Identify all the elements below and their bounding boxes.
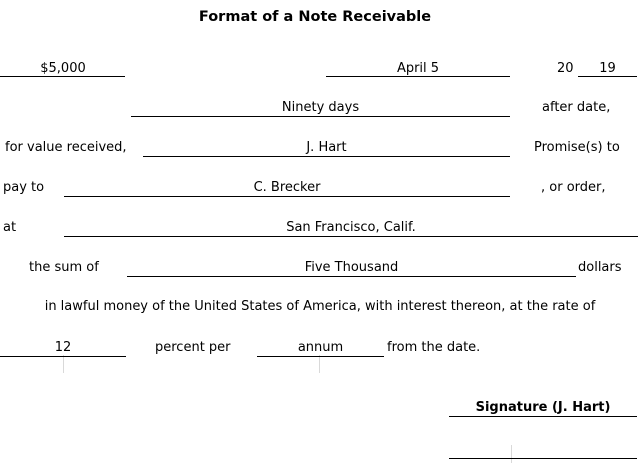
gridline [319, 355, 320, 373]
payee-line [64, 196, 510, 197]
for-value-label: for value received, [5, 140, 127, 155]
from-date-label: from the date. [387, 340, 481, 355]
signature-label: Signature (J. Hart) [475, 400, 611, 415]
bottom-line [449, 458, 637, 459]
date-line [326, 76, 510, 77]
note-date: April 5 [396, 61, 440, 76]
year-line [578, 76, 637, 77]
location-line [64, 236, 638, 237]
note-amount: $5,000 [40, 61, 86, 76]
gridline [511, 445, 512, 463]
period-line [257, 356, 384, 357]
location-value: San Francisco, Calif. [286, 220, 416, 235]
year-suffix: 19 [599, 61, 616, 76]
percent-per-label: percent per [155, 340, 231, 355]
payee-name: C. Brecker [253, 180, 321, 195]
term-line [131, 116, 510, 117]
after-date-label: after date, [542, 100, 611, 115]
sum-of-label: the sum of [29, 260, 99, 275]
maker-name: J. Hart [306, 140, 347, 155]
rate-line [0, 356, 126, 357]
at-label: at [3, 220, 17, 235]
pay-to-label: pay to [3, 180, 45, 195]
sum-words: Five Thousand [304, 260, 399, 275]
year-prefix: 20 [557, 61, 574, 76]
or-order-label: , or order, [541, 180, 606, 195]
interest-rate: 12 [54, 340, 72, 355]
lawful-money-text: in lawful money of the United States of America, with interest thereon, at the rate of [44, 299, 596, 314]
maker-line [143, 156, 510, 157]
sum-line [127, 276, 576, 277]
signature-line [449, 416, 637, 417]
gridline [63, 355, 64, 373]
dollars-label: dollars [578, 260, 622, 275]
interest-period: annum [297, 340, 344, 355]
amount-line [0, 76, 125, 77]
note-term: Ninety days [281, 100, 360, 115]
promise-label: Promise(s) to [534, 140, 620, 155]
document-title: Format of a Note Receivable [198, 9, 432, 25]
